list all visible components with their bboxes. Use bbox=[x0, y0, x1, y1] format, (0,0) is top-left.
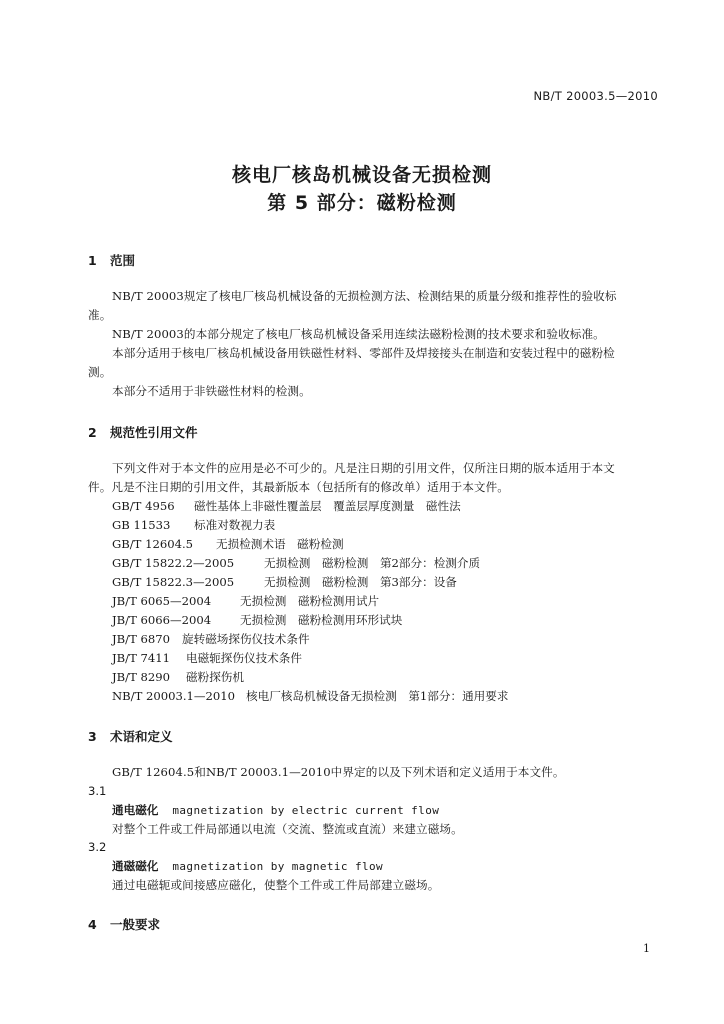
reference-item bbox=[112, 650, 302, 666]
terms-intro: GB/T 12604.5和NB/T 20003.1—2010中界定的以及下列术语和定义适用于本文件。 bbox=[112, 765, 565, 779]
reference-title: 无损检测 磁粉检测用环形试块 bbox=[240, 613, 403, 627]
reference-title: 旋转磁场探伤仪技术条件 bbox=[182, 632, 310, 646]
reference-item bbox=[112, 574, 457, 590]
reference-item bbox=[112, 555, 480, 571]
reference-code: GB/T 12604.5 bbox=[112, 537, 194, 551]
reference-item bbox=[112, 593, 379, 609]
references-intro-line-2: 件。凡是不注日期的引用文件，其最新版本（包括所有的修改单）适用于本文件。 bbox=[88, 480, 509, 494]
term-entry bbox=[112, 858, 383, 874]
reference-title: 无损检测 磁粉检测 第2部分：检测介质 bbox=[264, 556, 481, 570]
reference-title: 标准对数视力表 bbox=[194, 518, 276, 532]
section-3-heading bbox=[88, 727, 173, 745]
reference-item bbox=[112, 536, 344, 552]
reference-code: JB/T 6870 bbox=[112, 632, 170, 646]
section-number: 1 bbox=[88, 253, 97, 268]
clause-number: 3.2 bbox=[88, 840, 107, 854]
reference-code: JB/T 6066—2004 bbox=[112, 613, 212, 627]
reference-item bbox=[112, 669, 244, 685]
section-number: 2 bbox=[88, 425, 97, 440]
section-1-heading bbox=[88, 251, 135, 269]
reference-title: 磁性基体上非磁性覆盖层 覆盖层厚度测量 磁性法 bbox=[194, 499, 461, 513]
scope-paragraph-1-line-2: 准。 bbox=[88, 308, 112, 322]
reference-code: GB/T 4956 bbox=[112, 499, 175, 513]
scope-paragraph-1-line-1: NB/T 20003规定了核电厂核岛机械设备的无损检测方法、检测结果的质量分级和推荐性的验收标 bbox=[112, 289, 617, 303]
reference-code: NB/T 20003.1—2010 bbox=[112, 689, 236, 703]
term-entry bbox=[112, 802, 439, 818]
reference-item bbox=[112, 612, 402, 628]
term-chinese: 通磁磁化 bbox=[112, 859, 159, 873]
reference-title: 磁粉探伤机 bbox=[186, 670, 244, 684]
scope-paragraph-3-line-1: 本部分适用于核电厂核岛机械设备用铁磁性材料、零部件及焊接接头在制造和安装过程中的磁粉检 bbox=[112, 346, 615, 360]
scope-paragraph-2: NB/T 20003的本部分规定了核电厂核岛机械设备采用连续法磁粉检测的技术要求和验收标准。 bbox=[112, 327, 605, 341]
document-code-header: NB/T 20003.5—2010 bbox=[533, 89, 658, 103]
reference-code: GB 11533 bbox=[112, 518, 171, 532]
section-2-heading bbox=[88, 423, 198, 441]
references-intro-line-1: 下列文件对于本文件的应用是必不可少的。凡是注日期的引用文件，仅所注日期的版本适用于本文 bbox=[112, 461, 615, 475]
term-definition: 通过电磁轭或间接感应磁化，使整个工件或工件局部建立磁场。 bbox=[112, 878, 440, 892]
scope-paragraph-3-line-2: 测。 bbox=[88, 365, 112, 379]
title-line-2: 第 5 部分：磁粉检测 bbox=[267, 192, 457, 214]
reference-item bbox=[112, 517, 275, 533]
reference-code: JB/T 6065—2004 bbox=[112, 594, 212, 608]
reference-item bbox=[112, 631, 310, 647]
term-chinese: 通电磁化 bbox=[112, 803, 159, 817]
section-title: 一般要求 bbox=[110, 917, 161, 932]
reference-item bbox=[112, 498, 461, 514]
term-english: magnetization by electric current flow bbox=[172, 804, 440, 817]
reference-code: JB/T 7411 bbox=[112, 651, 170, 665]
section-title: 规范性引用文件 bbox=[110, 425, 198, 440]
section-title: 术语和定义 bbox=[110, 729, 173, 744]
scope-paragraph-4: 本部分不适用于非铁磁性材料的检测。 bbox=[112, 384, 311, 398]
section-4-heading bbox=[88, 915, 160, 933]
reference-title: 无损检测 磁粉检测用试片 bbox=[240, 594, 380, 608]
reference-title: 无损检测术语 磁粉检测 bbox=[216, 537, 344, 551]
section-number: 3 bbox=[88, 729, 97, 744]
reference-code: JB/T 8290 bbox=[112, 670, 170, 684]
reference-code: GB/T 15822.3—2005 bbox=[112, 575, 235, 589]
clause-number: 3.1 bbox=[88, 784, 107, 798]
reference-title: 电磁轭探伤仪技术条件 bbox=[186, 651, 302, 665]
page-number: 1 bbox=[643, 942, 650, 955]
term-definition: 对整个工件或工件局部通以电流（交流、整流或直流）来建立磁场。 bbox=[112, 822, 463, 836]
reference-title: 核电厂核岛机械设备无损检测 第1部分：通用要求 bbox=[246, 689, 509, 703]
reference-title: 无损检测 磁粉检测 第3部分：设备 bbox=[264, 575, 457, 589]
title-line-1: 核电厂核岛机械设备无损检测 bbox=[231, 164, 492, 186]
section-title: 范围 bbox=[110, 253, 136, 268]
term-english: magnetization by magnetic flow bbox=[172, 860, 384, 873]
reference-item bbox=[112, 688, 508, 704]
section-number: 4 bbox=[88, 917, 97, 932]
reference-code: GB/T 15822.2—2005 bbox=[112, 556, 235, 570]
